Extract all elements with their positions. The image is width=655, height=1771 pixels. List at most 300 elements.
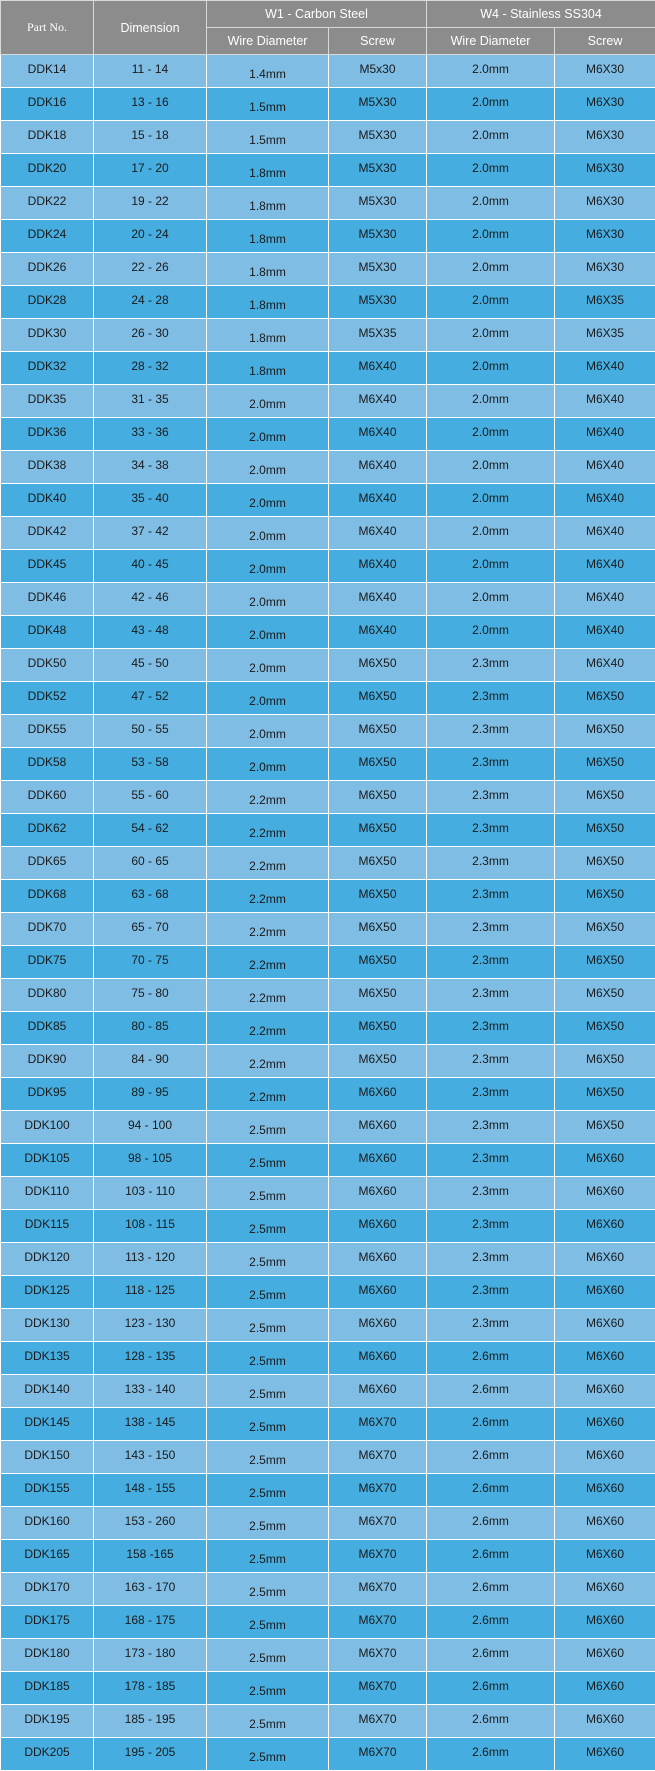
- part-no-cell: DDK60: [1, 781, 94, 814]
- w4-wire-diameter-cell: 2.3mm: [427, 649, 555, 682]
- w1-screw-cell: M6X50: [329, 847, 427, 880]
- part-no-cell: DDK195: [1, 1705, 94, 1738]
- w1-wire-diameter-cell: 2.5mm: [207, 1144, 329, 1177]
- w1-screw-cell: M6X40: [329, 484, 427, 517]
- part-no-cell: DDK70: [1, 913, 94, 946]
- table-row: [1, 1210, 655, 1243]
- w4-screw-cell: M6X60: [555, 1210, 655, 1243]
- w1-screw-cell: M6X40: [329, 385, 427, 418]
- table-row: [1, 385, 655, 418]
- header-w4-screw: Screw: [555, 28, 655, 55]
- table-row: [1, 1243, 655, 1276]
- w1-screw-cell: M6X60: [329, 1210, 427, 1243]
- part-no-cell: DDK18: [1, 121, 94, 154]
- dimension-cell: 94 - 100: [94, 1111, 207, 1144]
- w4-wire-diameter-cell: 2.3mm: [427, 814, 555, 847]
- dimension-cell: 128 - 135: [94, 1342, 207, 1375]
- w1-screw-cell: M6X70: [329, 1540, 427, 1573]
- w1-wire-diameter-cell: 2.0mm: [207, 583, 329, 616]
- w4-wire-diameter-cell: 2.6mm: [427, 1474, 555, 1507]
- w1-screw-cell: M5X30: [329, 88, 427, 121]
- w1-screw-cell: M6X70: [329, 1738, 427, 1771]
- table-row: [1, 154, 655, 187]
- w4-screw-cell: M6X60: [555, 1408, 655, 1441]
- part-no-cell: DDK100: [1, 1111, 94, 1144]
- w1-screw-cell: M6X50: [329, 748, 427, 781]
- dimension-cell: 42 - 46: [94, 583, 207, 616]
- dimension-cell: 53 - 58: [94, 748, 207, 781]
- w4-screw-cell: M6X40: [555, 583, 655, 616]
- w1-wire-diameter-cell: 2.0mm: [207, 418, 329, 451]
- dimension-cell: 40 - 45: [94, 550, 207, 583]
- table-row: [1, 583, 655, 616]
- table-row: [1, 352, 655, 385]
- w4-screw-cell: M6X60: [555, 1672, 655, 1705]
- w4-screw-cell: M6X30: [555, 187, 655, 220]
- w1-wire-diameter-cell: 2.5mm: [207, 1309, 329, 1342]
- w1-wire-diameter-cell: 1.4mm: [207, 55, 329, 88]
- dimension-cell: 113 - 120: [94, 1243, 207, 1276]
- w1-screw-cell: M6X60: [329, 1111, 427, 1144]
- w1-wire-diameter-cell: 1.5mm: [207, 88, 329, 121]
- dimension-cell: 80 - 85: [94, 1012, 207, 1045]
- w1-wire-diameter-cell: 2.2mm: [207, 946, 329, 979]
- table-header: [1, 1, 655, 55]
- table-row: [1, 715, 655, 748]
- part-no-cell: DDK120: [1, 1243, 94, 1276]
- dimension-cell: 75 - 80: [94, 979, 207, 1012]
- w1-wire-diameter-cell: 1.8mm: [207, 187, 329, 220]
- w1-screw-cell: M6X60: [329, 1144, 427, 1177]
- w4-screw-cell: M6X30: [555, 121, 655, 154]
- w4-screw-cell: M6X60: [555, 1276, 655, 1309]
- dimension-cell: 138 - 145: [94, 1408, 207, 1441]
- part-no-cell: DDK40: [1, 484, 94, 517]
- w4-wire-diameter-cell: 2.3mm: [427, 979, 555, 1012]
- w1-wire-diameter-cell: 2.2mm: [207, 781, 329, 814]
- table-row: [1, 55, 655, 88]
- dimension-cell: 31 - 35: [94, 385, 207, 418]
- table-row: [1, 220, 655, 253]
- w1-wire-diameter-cell: 2.2mm: [207, 1012, 329, 1045]
- w4-screw-cell: M6X40: [555, 352, 655, 385]
- dimension-cell: 98 - 105: [94, 1144, 207, 1177]
- w4-screw-cell: M6X50: [555, 946, 655, 979]
- dimension-cell: 185 - 195: [94, 1705, 207, 1738]
- w4-wire-diameter-cell: 2.0mm: [427, 121, 555, 154]
- dimension-cell: 143 - 150: [94, 1441, 207, 1474]
- w1-screw-cell: M6X60: [329, 1177, 427, 1210]
- w4-wire-diameter-cell: 2.6mm: [427, 1408, 555, 1441]
- table-row: [1, 88, 655, 121]
- w4-wire-diameter-cell: 2.3mm: [427, 1276, 555, 1309]
- w1-wire-diameter-cell: 2.2mm: [207, 847, 329, 880]
- w4-screw-cell: M6X50: [555, 814, 655, 847]
- w1-screw-cell: M6X50: [329, 781, 427, 814]
- table-row: [1, 418, 655, 451]
- dimension-cell: 24 - 28: [94, 286, 207, 319]
- dimension-cell: 22 - 26: [94, 253, 207, 286]
- dimension-cell: 173 - 180: [94, 1639, 207, 1672]
- w1-screw-cell: M6X50: [329, 979, 427, 1012]
- w1-screw-cell: M6X50: [329, 1012, 427, 1045]
- w1-screw-cell: M6X50: [329, 946, 427, 979]
- w4-screw-cell: M6X60: [555, 1705, 655, 1738]
- w4-wire-diameter-cell: 2.3mm: [427, 748, 555, 781]
- header-w4-wire-diameter: Wire Diameter: [427, 28, 555, 55]
- w4-wire-diameter-cell: 2.0mm: [427, 88, 555, 121]
- table-row: [1, 286, 655, 319]
- w1-wire-diameter-cell: 2.2mm: [207, 814, 329, 847]
- part-no-cell: DDK16: [1, 88, 94, 121]
- w1-wire-diameter-cell: 2.0mm: [207, 682, 329, 715]
- w4-screw-cell: M6X50: [555, 847, 655, 880]
- dimension-cell: 17 - 20: [94, 154, 207, 187]
- header-group-w1: W1 - Carbon Steel: [207, 1, 427, 28]
- w4-screw-cell: M6X50: [555, 1078, 655, 1111]
- w4-screw-cell: M6X50: [555, 1045, 655, 1078]
- dimension-cell: 33 - 36: [94, 418, 207, 451]
- part-no-cell: DDK160: [1, 1507, 94, 1540]
- table-row: [1, 1672, 655, 1705]
- dimension-cell: 34 - 38: [94, 451, 207, 484]
- dimension-cell: 28 - 32: [94, 352, 207, 385]
- w1-wire-diameter-cell: 2.5mm: [207, 1342, 329, 1375]
- w1-screw-cell: M6X60: [329, 1309, 427, 1342]
- table-row: [1, 1342, 655, 1375]
- w4-screw-cell: M6X60: [555, 1441, 655, 1474]
- dimension-cell: 50 - 55: [94, 715, 207, 748]
- table-row: [1, 649, 655, 682]
- w1-screw-cell: M6X70: [329, 1573, 427, 1606]
- w4-wire-diameter-cell: 2.0mm: [427, 55, 555, 88]
- w1-wire-diameter-cell: 2.5mm: [207, 1111, 329, 1144]
- w1-screw-cell: M5X30: [329, 121, 427, 154]
- w4-screw-cell: M6X50: [555, 913, 655, 946]
- dimension-cell: 63 - 68: [94, 880, 207, 913]
- w4-screw-cell: M6X40: [555, 484, 655, 517]
- part-no-cell: DDK28: [1, 286, 94, 319]
- w4-screw-cell: M6X30: [555, 154, 655, 187]
- w1-wire-diameter-cell: 2.0mm: [207, 451, 329, 484]
- table-row: [1, 1408, 655, 1441]
- w4-wire-diameter-cell: 2.3mm: [427, 682, 555, 715]
- w1-wire-diameter-cell: 2.0mm: [207, 484, 329, 517]
- part-no-cell: DDK80: [1, 979, 94, 1012]
- w1-screw-cell: M6X40: [329, 517, 427, 550]
- dimension-cell: 65 - 70: [94, 913, 207, 946]
- w1-screw-cell: M6X70: [329, 1606, 427, 1639]
- w4-wire-diameter-cell: 2.3mm: [427, 715, 555, 748]
- w1-screw-cell: M6X50: [329, 682, 427, 715]
- w4-screw-cell: M6X60: [555, 1474, 655, 1507]
- w4-wire-diameter-cell: 2.0mm: [427, 187, 555, 220]
- part-no-cell: DDK125: [1, 1276, 94, 1309]
- part-no-cell: DDK135: [1, 1342, 94, 1375]
- table-row: [1, 1606, 655, 1639]
- w4-screw-cell: M6X50: [555, 682, 655, 715]
- w1-wire-diameter-cell: 2.5mm: [207, 1606, 329, 1639]
- w1-screw-cell: M6X70: [329, 1408, 427, 1441]
- w1-wire-diameter-cell: 1.8mm: [207, 286, 329, 319]
- table-row: [1, 121, 655, 154]
- header-dimension: Dimension: [94, 1, 207, 55]
- w1-screw-cell: M6X40: [329, 451, 427, 484]
- w1-wire-diameter-cell: 2.0mm: [207, 517, 329, 550]
- w4-wire-diameter-cell: 2.3mm: [427, 1045, 555, 1078]
- w1-wire-diameter-cell: 2.0mm: [207, 715, 329, 748]
- w4-wire-diameter-cell: 2.6mm: [427, 1705, 555, 1738]
- part-no-cell: DDK24: [1, 220, 94, 253]
- w1-screw-cell: M6X50: [329, 913, 427, 946]
- part-no-cell: DDK140: [1, 1375, 94, 1408]
- part-no-cell: DDK14: [1, 55, 94, 88]
- w4-screw-cell: M6X50: [555, 781, 655, 814]
- part-no-cell: DDK46: [1, 583, 94, 616]
- w4-wire-diameter-cell: 2.6mm: [427, 1507, 555, 1540]
- w4-wire-diameter-cell: 2.6mm: [427, 1573, 555, 1606]
- table-row: [1, 847, 655, 880]
- table-row: [1, 1507, 655, 1540]
- w4-wire-diameter-cell: 2.0mm: [427, 484, 555, 517]
- w4-screw-cell: M6X60: [555, 1738, 655, 1771]
- w1-wire-diameter-cell: 2.5mm: [207, 1408, 329, 1441]
- table-row: [1, 253, 655, 286]
- w4-screw-cell: M6X30: [555, 253, 655, 286]
- w4-screw-cell: M6X35: [555, 319, 655, 352]
- w1-screw-cell: M6X70: [329, 1672, 427, 1705]
- dimension-cell: 60 - 65: [94, 847, 207, 880]
- table-row: [1, 1375, 655, 1408]
- w1-wire-diameter-cell: 2.0mm: [207, 550, 329, 583]
- w1-screw-cell: M6X40: [329, 418, 427, 451]
- w1-wire-diameter-cell: 2.2mm: [207, 1045, 329, 1078]
- w4-wire-diameter-cell: 2.0mm: [427, 286, 555, 319]
- w4-screw-cell: M6X40: [555, 649, 655, 682]
- w4-wire-diameter-cell: 2.6mm: [427, 1441, 555, 1474]
- part-no-cell: DDK130: [1, 1309, 94, 1342]
- part-no-cell: DDK32: [1, 352, 94, 385]
- dimension-cell: 15 - 18: [94, 121, 207, 154]
- dimension-cell: 158 -165: [94, 1540, 207, 1573]
- w4-wire-diameter-cell: 2.3mm: [427, 1012, 555, 1045]
- w1-wire-diameter-cell: 1.5mm: [207, 121, 329, 154]
- dimension-cell: 84 - 90: [94, 1045, 207, 1078]
- w4-screw-cell: M6X50: [555, 748, 655, 781]
- table-row: [1, 1045, 655, 1078]
- w1-screw-cell: M6X70: [329, 1705, 427, 1738]
- w4-screw-cell: M6X30: [555, 88, 655, 121]
- part-no-cell: DDK165: [1, 1540, 94, 1573]
- w1-screw-cell: M5X30: [329, 286, 427, 319]
- table-row: [1, 814, 655, 847]
- w4-screw-cell: M6X60: [555, 1375, 655, 1408]
- w4-wire-diameter-cell: 2.0mm: [427, 418, 555, 451]
- table-row: [1, 1276, 655, 1309]
- w1-screw-cell: M6X60: [329, 1375, 427, 1408]
- w4-wire-diameter-cell: 2.0mm: [427, 220, 555, 253]
- dimension-cell: 133 - 140: [94, 1375, 207, 1408]
- part-no-cell: DDK22: [1, 187, 94, 220]
- dimension-cell: 54 - 62: [94, 814, 207, 847]
- w1-screw-cell: M6X60: [329, 1342, 427, 1375]
- w4-screw-cell: M6X40: [555, 616, 655, 649]
- table-row: [1, 1309, 655, 1342]
- w4-wire-diameter-cell: 2.0mm: [427, 385, 555, 418]
- dimension-cell: 19 - 22: [94, 187, 207, 220]
- dimension-cell: 70 - 75: [94, 946, 207, 979]
- w1-wire-diameter-cell: 2.5mm: [207, 1573, 329, 1606]
- part-no-cell: DDK150: [1, 1441, 94, 1474]
- part-no-cell: DDK26: [1, 253, 94, 286]
- w4-wire-diameter-cell: 2.3mm: [427, 1111, 555, 1144]
- table-row: [1, 1705, 655, 1738]
- dimension-cell: 108 - 115: [94, 1210, 207, 1243]
- w4-wire-diameter-cell: 2.0mm: [427, 583, 555, 616]
- table-row: [1, 1177, 655, 1210]
- w4-wire-diameter-cell: 2.0mm: [427, 319, 555, 352]
- w4-wire-diameter-cell: 2.3mm: [427, 1210, 555, 1243]
- table-row: [1, 451, 655, 484]
- w4-screw-cell: M6X40: [555, 517, 655, 550]
- w4-wire-diameter-cell: 2.6mm: [427, 1606, 555, 1639]
- w4-wire-diameter-cell: 2.0mm: [427, 616, 555, 649]
- w1-wire-diameter-cell: 2.5mm: [207, 1375, 329, 1408]
- w4-wire-diameter-cell: 2.6mm: [427, 1540, 555, 1573]
- table-row: [1, 1111, 655, 1144]
- part-no-cell: DDK145: [1, 1408, 94, 1441]
- dimension-cell: 37 - 42: [94, 517, 207, 550]
- w1-wire-diameter-cell: 1.8mm: [207, 352, 329, 385]
- dimension-cell: 118 - 125: [94, 1276, 207, 1309]
- table-row: [1, 319, 655, 352]
- table-row: [1, 913, 655, 946]
- w1-wire-diameter-cell: 2.5mm: [207, 1507, 329, 1540]
- table-row: [1, 1144, 655, 1177]
- part-no-cell: DDK68: [1, 880, 94, 913]
- w1-screw-cell: M5x30: [329, 55, 427, 88]
- part-no-cell: DDK75: [1, 946, 94, 979]
- w1-wire-diameter-cell: 2.5mm: [207, 1639, 329, 1672]
- w1-wire-diameter-cell: 1.8mm: [207, 154, 329, 187]
- w1-wire-diameter-cell: 1.8mm: [207, 319, 329, 352]
- dimension-cell: 55 - 60: [94, 781, 207, 814]
- w1-screw-cell: M6X50: [329, 1045, 427, 1078]
- w4-screw-cell: M6X60: [555, 1573, 655, 1606]
- dimension-cell: 163 - 170: [94, 1573, 207, 1606]
- part-no-cell: DDK180: [1, 1639, 94, 1672]
- w1-screw-cell: M6X70: [329, 1639, 427, 1672]
- w1-screw-cell: M6X40: [329, 616, 427, 649]
- part-no-cell: DDK115: [1, 1210, 94, 1243]
- header-part-no: Part No.: [1, 1, 94, 55]
- table-row: [1, 187, 655, 220]
- dimension-cell: 148 - 155: [94, 1474, 207, 1507]
- header-group-w4: W4 - Stainless SS304: [427, 1, 655, 28]
- part-no-cell: DDK175: [1, 1606, 94, 1639]
- part-no-cell: DDK95: [1, 1078, 94, 1111]
- table-row: [1, 1474, 655, 1507]
- w4-wire-diameter-cell: 2.0mm: [427, 352, 555, 385]
- w4-wire-diameter-cell: 2.0mm: [427, 253, 555, 286]
- w4-screw-cell: M6X35: [555, 286, 655, 319]
- part-no-cell: DDK185: [1, 1672, 94, 1705]
- w4-screw-cell: M6X60: [555, 1243, 655, 1276]
- w1-screw-cell: M5X30: [329, 154, 427, 187]
- dimension-cell: 195 - 205: [94, 1738, 207, 1771]
- w4-wire-diameter-cell: 2.3mm: [427, 781, 555, 814]
- part-no-cell: DDK58: [1, 748, 94, 781]
- w4-screw-cell: M6X60: [555, 1507, 655, 1540]
- part-no-cell: DDK20: [1, 154, 94, 187]
- part-no-cell: DDK85: [1, 1012, 94, 1045]
- w1-wire-diameter-cell: 2.5mm: [207, 1738, 329, 1771]
- w1-screw-cell: M6X40: [329, 583, 427, 616]
- dimension-cell: 123 - 130: [94, 1309, 207, 1342]
- part-no-cell: DDK65: [1, 847, 94, 880]
- w1-wire-diameter-cell: 2.5mm: [207, 1705, 329, 1738]
- w1-wire-diameter-cell: 2.5mm: [207, 1441, 329, 1474]
- w4-screw-cell: M6X60: [555, 1309, 655, 1342]
- w1-wire-diameter-cell: 2.2mm: [207, 1078, 329, 1111]
- w1-wire-diameter-cell: 2.2mm: [207, 979, 329, 1012]
- w4-screw-cell: M6X40: [555, 385, 655, 418]
- w1-screw-cell: M6X50: [329, 715, 427, 748]
- w4-wire-diameter-cell: 2.3mm: [427, 847, 555, 880]
- w4-wire-diameter-cell: 2.3mm: [427, 1243, 555, 1276]
- part-no-cell: DDK45: [1, 550, 94, 583]
- w1-screw-cell: M5X35: [329, 319, 427, 352]
- w4-wire-diameter-cell: 2.6mm: [427, 1672, 555, 1705]
- w4-wire-diameter-cell: 2.0mm: [427, 550, 555, 583]
- w1-wire-diameter-cell: 2.2mm: [207, 880, 329, 913]
- w1-screw-cell: M6X70: [329, 1441, 427, 1474]
- w4-screw-cell: M6X60: [555, 1342, 655, 1375]
- w4-wire-diameter-cell: 2.0mm: [427, 451, 555, 484]
- header-w1-wire-diameter: Wire Diameter: [207, 28, 329, 55]
- w1-wire-diameter-cell: 2.2mm: [207, 913, 329, 946]
- w4-screw-cell: M6X40: [555, 418, 655, 451]
- w4-screw-cell: M6X30: [555, 55, 655, 88]
- table-row: [1, 781, 655, 814]
- table-row: [1, 1639, 655, 1672]
- part-no-cell: DDK36: [1, 418, 94, 451]
- w1-wire-diameter-cell: 2.0mm: [207, 385, 329, 418]
- dimension-cell: 43 - 48: [94, 616, 207, 649]
- part-no-cell: DDK30: [1, 319, 94, 352]
- w1-wire-diameter-cell: 2.5mm: [207, 1210, 329, 1243]
- part-no-cell: DDK38: [1, 451, 94, 484]
- table-row: [1, 550, 655, 583]
- w1-wire-diameter-cell: 2.0mm: [207, 616, 329, 649]
- w1-wire-diameter-cell: 2.5mm: [207, 1177, 329, 1210]
- table-row: [1, 1540, 655, 1573]
- table-row: [1, 946, 655, 979]
- w4-screw-cell: M6X60: [555, 1606, 655, 1639]
- w4-wire-diameter-cell: 2.3mm: [427, 1309, 555, 1342]
- w1-wire-diameter-cell: 2.5mm: [207, 1672, 329, 1705]
- table-row: [1, 1078, 655, 1111]
- table-row: [1, 1441, 655, 1474]
- w4-screw-cell: M6X50: [555, 715, 655, 748]
- part-no-cell: DDK35: [1, 385, 94, 418]
- w1-wire-diameter-cell: 2.5mm: [207, 1276, 329, 1309]
- w4-screw-cell: M6X60: [555, 1540, 655, 1573]
- w4-screw-cell: M6X50: [555, 1111, 655, 1144]
- dimension-cell: 89 - 95: [94, 1078, 207, 1111]
- w4-screw-cell: M6X40: [555, 550, 655, 583]
- dimension-cell: 153 - 260: [94, 1507, 207, 1540]
